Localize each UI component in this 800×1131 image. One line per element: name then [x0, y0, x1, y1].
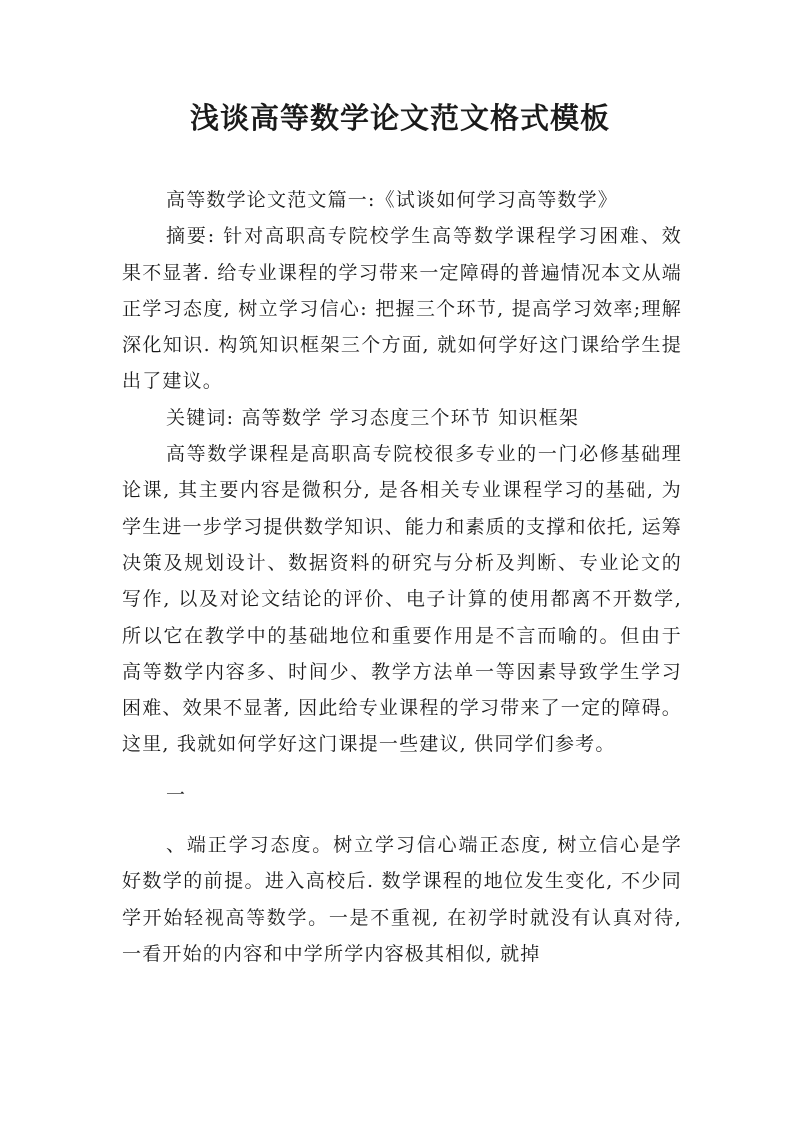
article-heading: 高等数学论文范文篇一:《试谈如何学习高等数学》	[166, 189, 619, 211]
abstract-paragraph: 摘要: 针对高职高专院校学生高等数学课程学习困难、效果不显著. 给专业课程的学习带来一定障碍的普遍情况本文从端正学习态度, 树立学习信心: 把握三个环节, 提高学习效率;理解深化知识. 构筑知识框架三个方面, 就如何学好这门课给学生提出了建议。	[122, 225, 682, 393]
section-number: 一	[166, 783, 187, 806]
document-title: 浅谈高等数学论文范文格式模板	[189, 101, 610, 135]
section-one-paragraph: 、端正学习态度。树立学习信心端正态度, 树立信心是学好数学的前提。进入高校后. 数学课程的地位发生变化, 不少同学开始轻视高等数学。一是不重视, 在初学时就没有认真对待, 一看开始的内容和中学所学内容极其相似, 就掉	[122, 834, 682, 965]
intro-paragraph: 高等数学课程是高职高专院校很多专业的一门必修基础理论课, 其主要内容是微积分, 是各相关专业课程学习的基础, 为学生进一步学习提供数学知识、能力和素质的支撑和依托, 运筹决策及规划设计、数据资料的研究与分析及判断、专业论文的写作, 以及对论文结论的评价、电子计算的使用都离不开数学, 所以它在教学中的基础地位和重要作用是不言而喻的。但由于高等数学内容多、时间少、教学方法单一等因素导致学生学习困难、效果不显著, 因此给专业课程的学习带来了一定的障碍。这里, 我就如何学好这门课提一些建议, 供同学们参考。	[122, 443, 682, 756]
keywords-paragraph: 关键词: 高等数学 学习态度三个环节 知识框架	[166, 406, 580, 429]
document-body	[122, 182, 682, 972]
